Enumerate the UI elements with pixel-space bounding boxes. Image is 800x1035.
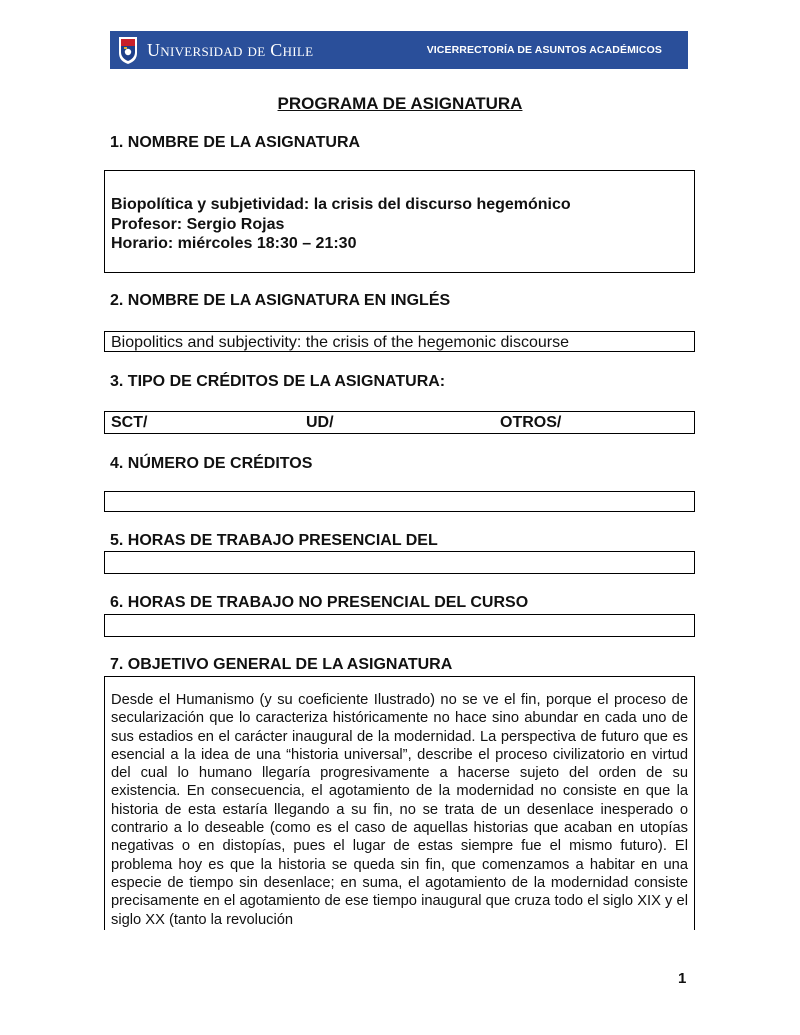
section-2-heading: 2. NOMBRE DE LA ASIGNATURA EN INGLÉS [110, 292, 451, 309]
section-1-heading: 1. NOMBRE DE LA ASIGNATURA [110, 134, 361, 151]
objective-box [104, 676, 695, 930]
section-7-heading: 7. OBJETIVO GENERAL DE LA ASIGNATURA [110, 656, 453, 673]
english-name-box [104, 331, 695, 352]
credits-number-box [104, 491, 695, 512]
course-name: Biopolítica y subjetividad: la crisis del discurso hegemónico [111, 196, 571, 213]
presential-hours-box [104, 551, 695, 574]
university-logo [110, 31, 313, 69]
credit-type-sct: SCT/ [111, 414, 148, 431]
course-professor: Profesor: Sergio Rojas [111, 215, 285, 233]
document-title: PROGRAMA DE ASIGNATURA [277, 94, 523, 113]
section-5-heading: 5. HORAS DE TRABAJO PRESENCIAL DEL [110, 532, 438, 549]
course-schedule: Horario: miércoles 18:30 – 21:30 [111, 235, 357, 252]
credit-type-ud: UD/ [306, 414, 334, 431]
english-course-name: Biopolitics and subjectivity: the crisis of the hegemonic discourse [111, 334, 569, 351]
credit-type-otros: OTROS/ [500, 414, 562, 431]
non-presential-hours-box [104, 614, 695, 637]
university-seal-icon [118, 35, 138, 65]
section-3-heading: 3. TIPO DE CRÉDITOS DE LA ASIGNATURA: [110, 373, 446, 390]
objective-text: Desde el Humanismo (y su coeficiente Ilustrado) no se ve el fin, porque el proceso de secularización que lo caracteriza históricamente no hace sino abundar en cada uno de sus estadios en el carácter inaugural de la modernidad. La perspectiva de futuro que es esencial a la idea de una “historia universal”, describe el proceso civilizatorio en virtud del cual lo humano llegaría progresivamente a hacerse sujeto del orden de su existencia. En consecuencia, el agotamiento de la modernidad no consiste en que la historia de esta estaría llegando a su fin, no se trata de un desenlace inesperado o contrario a lo deseable (como es el caso de aquellas historias que acaban en utopías negativas o en distopías, pues el lugar de estas siempre fue el mismo futuro). El problema hoy es que la historia se queda sin fin, que comenzamos a habitar en una especie de tiempo sin desenlace; en suma, el agotamiento de la modernidad consiste precisamente en el agotamiento de ese tiempo inaugural que cruza todo el siglo XIX y el siglo XX (tanto la revolución [111, 692, 688, 928]
header-banner [110, 31, 688, 69]
university-name: Universidad de Chile [147, 39, 314, 60]
credit-types-box [104, 411, 695, 434]
department-name: VICERRECTORÍA DE ASUNTOS ACADÉMICOS [426, 44, 662, 56]
course-name-box [104, 170, 695, 273]
page-number: 1 [678, 970, 687, 987]
section-4-heading: 4. NÚMERO DE CRÉDITOS [110, 455, 313, 472]
section-6-heading: 6. HORAS DE TRABAJO NO PRESENCIAL DEL CURSO [110, 594, 529, 611]
